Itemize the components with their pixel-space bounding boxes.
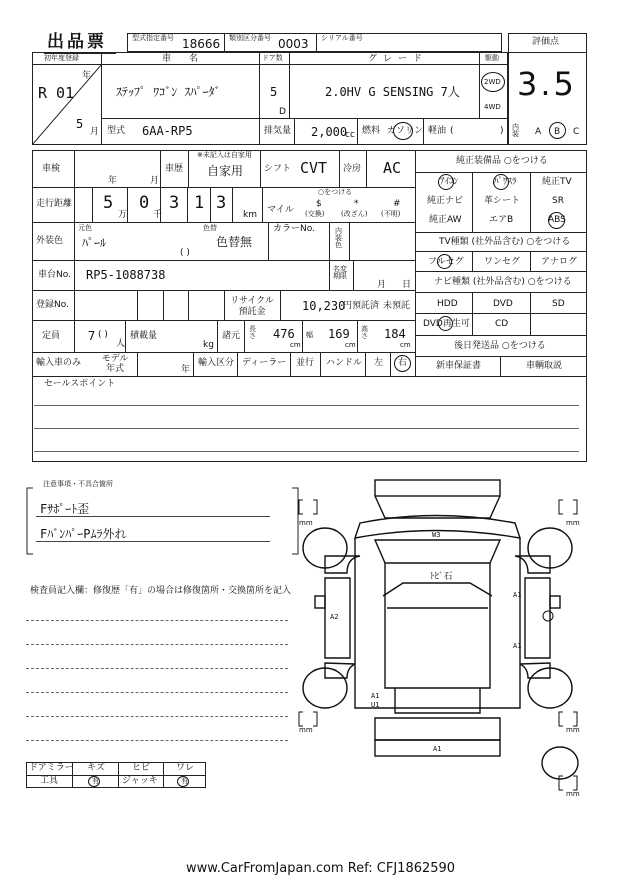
- mileage-label: 走行距離: [36, 199, 73, 209]
- interior-b: B: [554, 127, 561, 137]
- color-change-value: 色替無: [216, 235, 253, 249]
- width-unit: cm: [345, 341, 356, 349]
- ac-value: AC: [383, 159, 402, 177]
- divider: [224, 290, 225, 320]
- length-value: 476: [273, 327, 295, 341]
- divider: [163, 290, 164, 320]
- orig-color-label: 元色: [78, 224, 92, 232]
- footer-ref: www.CarFromJapan.com Ref: CFJ1862590: [186, 861, 456, 876]
- car-name-label: 車名: [162, 54, 217, 64]
- divider: [415, 335, 587, 336]
- height-unit: cm: [400, 341, 411, 349]
- divider: [390, 352, 391, 376]
- dash-line: [26, 740, 288, 741]
- doors-suffix: D: [279, 107, 286, 117]
- legend-jack: ジャッキ: [122, 776, 158, 786]
- diagram-a2-left: A2: [330, 613, 339, 621]
- car-diagram: [285, 478, 590, 808]
- handle-right-circle: [394, 355, 411, 372]
- chassis-value: RP5-1088738: [86, 268, 166, 282]
- oem-item-aw: 純正AW: [429, 215, 462, 225]
- legend-jack-yes-circle: [177, 776, 189, 787]
- mileage-opt-tamper: (改ざん): [341, 210, 368, 218]
- divider: [423, 118, 424, 145]
- divider: [210, 187, 211, 222]
- diagram-w3: W3: [432, 531, 441, 539]
- tv-fullseg: フルセグ: [428, 257, 464, 267]
- first-reg-label: 初年度登録: [44, 54, 79, 62]
- dash-line: [26, 692, 288, 693]
- fuel-diesel-paren-close: ): [500, 126, 504, 136]
- divider: [294, 118, 295, 145]
- title-exp-day: 日: [402, 280, 412, 290]
- sheet-title: 出品票: [47, 32, 107, 52]
- color-code-label: カラーNo.: [273, 224, 315, 234]
- interior-label: 内装: [512, 123, 519, 138]
- ext-color-label: 外装色: [36, 236, 64, 246]
- divider: [187, 187, 188, 222]
- int-color-label: 内装色: [335, 227, 342, 249]
- serial-label: シリアル番号: [321, 34, 363, 42]
- legend-tools-yes-circle: [88, 776, 100, 787]
- divider: [32, 64, 508, 65]
- divider: [137, 352, 138, 376]
- first-reg-month: 5: [76, 117, 84, 131]
- divider: [188, 290, 189, 320]
- tire-mm-fl: mm: [299, 519, 313, 527]
- divider: [415, 150, 416, 377]
- displacement-value: 2,000: [311, 125, 348, 139]
- import-label: 輸入車のみ: [36, 358, 82, 368]
- mileage-digit-4: 1: [194, 193, 205, 213]
- legend-jack-yes: 有: [181, 777, 188, 785]
- divider: [32, 260, 415, 261]
- width-value: 169: [328, 327, 350, 341]
- grade-value: 2.0HV G SENSING 7人: [325, 85, 460, 99]
- oem-title: 純正装備品 ○をつける: [456, 156, 548, 166]
- score-value: 3.5: [517, 65, 577, 103]
- divider: [127, 187, 128, 222]
- model-year-unit: 年: [181, 365, 191, 375]
- chassis-label: 車台No.: [38, 270, 71, 280]
- tv-title: TV種類 (社外品含む) ○をつける: [439, 237, 571, 247]
- capacity-label: 定員: [42, 331, 61, 341]
- recycle-label: リサイクル預託金: [230, 296, 274, 317]
- legend-scratch: キズ: [87, 763, 105, 773]
- model-cert-label: 型式指定番号: [132, 34, 174, 42]
- model-value: 6AA-RP5: [142, 124, 193, 138]
- divider: [125, 320, 126, 352]
- tire-mm-spare: mm: [566, 790, 580, 798]
- model-label: 型式: [107, 126, 126, 136]
- divider: [415, 356, 587, 357]
- divider: [415, 172, 587, 173]
- inspector-label: 検査員記入欄：修復歴「有」の場合は修復箇所・交換箇所を記入: [30, 586, 292, 596]
- mileage-mark-label: ○をつける: [318, 188, 353, 196]
- tv-fullseg-circle: [437, 254, 452, 269]
- divider: [34, 451, 579, 452]
- legend-tools-yes: 有: [92, 777, 99, 785]
- height-value: 184: [384, 327, 406, 341]
- divider: [280, 290, 281, 320]
- car-name-value: ｽﾃｯﾌﾟ ﾜｺﾞﾝ ｽﾊﾟｰﾀﾞ: [116, 85, 221, 99]
- divider: [366, 150, 367, 187]
- mileage-unit: km: [243, 210, 257, 220]
- doors-value: 5: [270, 85, 278, 99]
- divider: [472, 292, 473, 335]
- title-exp-month: 月: [377, 280, 387, 290]
- displacement-label: 排気量: [264, 126, 292, 136]
- history-label: 車歴: [165, 164, 184, 174]
- mileage-opt-exchange: (交換): [305, 210, 325, 218]
- mileage-unit-sen: 千: [153, 210, 163, 220]
- oem-item-icon: ｱｲｺﾝ: [440, 177, 459, 187]
- oem-item-sr: SR: [552, 196, 564, 206]
- first-reg-year: R 01: [38, 84, 75, 102]
- capacity-paren: ( ): [98, 330, 108, 340]
- dealer-label: ディーラー: [242, 358, 287, 368]
- divider: [232, 187, 233, 222]
- divider: [244, 320, 245, 352]
- load-unit: kg: [203, 340, 214, 350]
- class-value: 0003: [278, 37, 309, 51]
- displacement-unit: cc: [345, 130, 355, 140]
- length-label: 長さ: [249, 325, 256, 340]
- divider: [508, 52, 587, 53]
- divider: [101, 118, 508, 119]
- dash-line: [26, 668, 288, 669]
- diagram-a1-bottom: A1: [433, 745, 442, 753]
- mileage-opt-exchange-sym: $: [316, 199, 322, 209]
- divider: [316, 33, 317, 52]
- inspection-month: 月: [150, 176, 160, 186]
- nav-dvd-playable-circle: [438, 316, 453, 331]
- handle-left: 左: [374, 358, 384, 368]
- diagram-a1-right: A1: [513, 591, 522, 599]
- divider: [32, 187, 415, 188]
- dash-line: [26, 716, 288, 717]
- divider: [530, 172, 531, 232]
- nav-sd: SD: [552, 299, 565, 309]
- dash-line: [26, 644, 288, 645]
- divider: [193, 352, 194, 376]
- oem-item-pw: ﾊﾟﾜｽﾗ: [494, 177, 517, 187]
- recycle-unit: 円預託済: [343, 301, 380, 311]
- mileage-unit-man: 万: [118, 210, 128, 220]
- oem-item-airbag: エアB: [489, 215, 514, 225]
- fuel-label: 燃料: [362, 126, 381, 136]
- legend-mirror: ドアミラー: [29, 763, 74, 773]
- import-type-label: 輸入区分: [198, 358, 235, 368]
- divider: [118, 762, 119, 788]
- divider: [74, 150, 75, 352]
- grade-label: グレード: [368, 54, 429, 64]
- fuel-diesel-paren: (: [450, 126, 454, 136]
- notes-label: 注意事項・不具合箇所: [43, 480, 113, 488]
- length-unit: cm: [290, 341, 301, 349]
- load-label: 積載量: [130, 331, 158, 341]
- parallel-label: 並行: [296, 358, 315, 368]
- drive-2wd-circle: [481, 72, 505, 92]
- legend-break: ワレ: [176, 763, 195, 773]
- divider: [415, 232, 587, 233]
- legend-crack: ヒビ: [132, 763, 151, 773]
- sales-points-label: セールスポイント: [44, 379, 116, 389]
- oem-item-nav: 純正ナビ: [427, 196, 464, 206]
- divider: [32, 222, 415, 223]
- divider: [237, 352, 238, 376]
- nav-dvd: DVD: [493, 299, 513, 309]
- divider: [260, 150, 261, 187]
- color-change-label: 色替: [203, 224, 217, 232]
- mileage-opt-tamper-sym: *: [354, 199, 359, 209]
- divider: [415, 271, 587, 272]
- drive-label: 駆動: [485, 54, 499, 62]
- divider: [479, 52, 480, 118]
- divider: [259, 52, 260, 145]
- nav-cd: CD: [495, 319, 509, 329]
- divider: [329, 222, 330, 290]
- divider: [472, 251, 473, 271]
- divider: [188, 150, 189, 187]
- first-reg-year-unit: 年: [82, 71, 92, 81]
- divider: [530, 292, 531, 335]
- color-paren: ( ): [180, 248, 190, 258]
- divider: [32, 352, 415, 353]
- divider: [353, 260, 354, 290]
- interior-b-circle: [549, 122, 566, 139]
- divider: [302, 320, 303, 352]
- shift-value: CVT: [300, 159, 328, 177]
- handle-right: 右: [398, 358, 408, 368]
- divider: [34, 405, 579, 406]
- tire-mm-rl: mm: [299, 726, 313, 734]
- oem-item-abs-circle: [548, 212, 565, 229]
- tv-analog: アナログ: [541, 257, 578, 267]
- divider: [217, 320, 218, 352]
- mileage-digit-2: 0: [139, 193, 150, 213]
- divider: [415, 292, 587, 293]
- divider: [289, 52, 290, 118]
- tire-mm-rr: mm: [566, 726, 580, 734]
- ac-label: 冷房: [343, 164, 362, 174]
- doors-label: ドア数: [262, 54, 283, 62]
- recycle-value: 10,230: [302, 299, 346, 313]
- oem-item-leather: 革シート: [484, 196, 521, 206]
- notes-bracket: [25, 486, 300, 556]
- diagram-a1-right2: A1: [513, 642, 522, 650]
- diagram-a1u1: A1 U1: [371, 692, 380, 709]
- divider: [530, 251, 531, 271]
- divider: [36, 541, 270, 542]
- shift-label: シフト: [264, 164, 292, 174]
- divider: [160, 150, 161, 187]
- sales-points-box: [32, 376, 587, 462]
- tv-oneseg: ワンセグ: [484, 257, 521, 267]
- inspection-label: 車検: [42, 164, 61, 174]
- nav-hdd: HDD: [437, 299, 458, 309]
- handle-label: ハンドル: [326, 358, 363, 368]
- divider: [339, 150, 340, 187]
- diagram-stone: ﾄﾋﾞ石: [430, 572, 453, 582]
- interior-a: A: [535, 127, 542, 137]
- divider: [415, 251, 587, 252]
- divider: [357, 320, 358, 352]
- mileage-digit-5: 3: [216, 193, 227, 213]
- divider: [92, 187, 93, 222]
- note-item-1: Fｻﾎﾟｰﾄ歪: [40, 502, 90, 516]
- divider: [415, 313, 587, 314]
- later-warranty: 新車保証書: [436, 361, 482, 371]
- width-label: 幅: [306, 331, 313, 339]
- divider: [137, 290, 138, 320]
- legend-tools: 工具: [40, 776, 59, 786]
- interior-c: C: [573, 127, 580, 137]
- height-label: 高さ: [361, 325, 368, 340]
- oem-item-pw-circle: [493, 174, 509, 190]
- mileage-digit-3: 3: [169, 193, 180, 213]
- divider: [472, 172, 473, 232]
- orig-color-value: ﾊﾟｰﾙ: [82, 236, 107, 250]
- note-item-2: FﾊﾞﾝﾊﾟｰPﾑﾗ外れ: [40, 527, 127, 541]
- divider: [320, 352, 321, 376]
- fuel-gasoline-circle: [393, 122, 413, 140]
- mileage-opt-mile: マイル: [267, 205, 294, 215]
- first-reg-month-unit: 月: [90, 127, 100, 137]
- fuel-gasoline: ガソリン: [387, 126, 424, 136]
- fuel-diesel: 軽油: [428, 126, 447, 136]
- model-cert-value: 18666: [182, 37, 221, 51]
- divider: [36, 516, 270, 517]
- score-label: 評価点: [532, 37, 560, 47]
- reg-label: 登録No.: [36, 300, 69, 310]
- later-title: 後日発送品 ○をつける: [454, 341, 546, 351]
- divider: [262, 187, 263, 222]
- drive-2wd: 2WD: [484, 78, 501, 86]
- mileage-opt-unknown-sym: #: [393, 199, 401, 209]
- later-manual: 車輌取説: [526, 361, 563, 371]
- class-label: 類別区分番号: [229, 34, 271, 42]
- history-note: ※未記入は自家用: [197, 151, 252, 159]
- tire-mm-fr: mm: [566, 519, 580, 527]
- divider: [224, 33, 225, 52]
- title-exp-label: 名変期限: [333, 265, 347, 280]
- nav-dvd-playable: DVD再生可: [423, 319, 470, 329]
- dims-label: 諸元: [222, 331, 241, 341]
- divider: [365, 352, 366, 376]
- model-year-label: モデル年式: [101, 354, 129, 374]
- oem-item-icon-circle: [438, 174, 454, 190]
- divider: [290, 352, 291, 376]
- divider: [500, 356, 501, 376]
- dash-line: [26, 620, 288, 621]
- recycle-unpaid: 未預託: [383, 301, 411, 311]
- drive-4wd: 4WD: [484, 103, 501, 111]
- nav-title: ナビ種類 (社外品含む) ○をつける: [434, 277, 572, 287]
- divider: [163, 762, 164, 788]
- divider: [357, 118, 358, 145]
- mileage-opt-unknown: (不明): [381, 210, 401, 218]
- history-value: 自家用: [207, 164, 244, 178]
- capacity-value: 7: [88, 329, 96, 343]
- divider: [268, 222, 269, 260]
- mileage-digit-1: 5: [103, 193, 114, 213]
- inspection-year: 年: [108, 176, 118, 186]
- oem-item-abs: ABS: [548, 215, 566, 225]
- capacity-unit: 人: [116, 339, 126, 349]
- oem-item-tv: 純正TV: [542, 177, 572, 187]
- divider: [349, 222, 350, 260]
- divider: [34, 428, 579, 429]
